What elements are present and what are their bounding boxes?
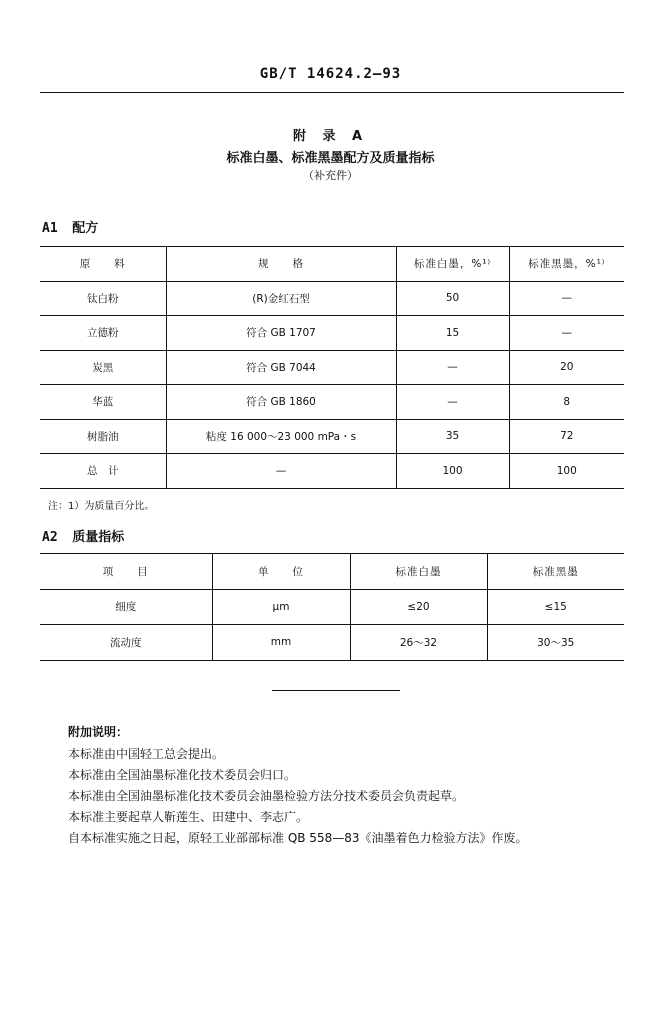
- additional-notes-heading: 附加说明：: [68, 725, 129, 739]
- table-row: [40, 281, 624, 316]
- table-cell: ≤15: [487, 589, 624, 625]
- table-cell: 72: [509, 419, 624, 454]
- table-cell: 15: [396, 316, 509, 351]
- section-a2-heading: [42, 526, 124, 545]
- quality-table: [40, 553, 624, 661]
- table-row: [40, 589, 624, 625]
- table-row: [40, 625, 624, 661]
- table-cell: 30～35: [487, 625, 624, 661]
- table-cell: —: [509, 281, 624, 316]
- table-cell: mm: [212, 625, 350, 661]
- table-cell: 华蓝: [40, 385, 166, 420]
- table-cell: —: [396, 385, 509, 420]
- note-line: 本标准由中国轻工总会提出。: [68, 747, 225, 761]
- section-a2-title: 质量指标: [72, 530, 125, 545]
- table-row: [40, 419, 624, 454]
- table-cell: —: [509, 316, 624, 351]
- note-line: 本标准主要起草人靳莲生、田建中、李志广。: [68, 810, 309, 824]
- section-a1-heading: [42, 217, 98, 236]
- quality-header-row: [40, 554, 624, 590]
- table-cell: 流动度: [40, 625, 212, 661]
- table-cell: 20: [509, 350, 624, 385]
- section-a2-number: A2: [42, 530, 58, 545]
- column-header: 规 格: [166, 247, 396, 282]
- table-cell: 100: [396, 454, 509, 489]
- table-cell: 树脂油: [40, 419, 166, 454]
- table-cell: —: [396, 350, 509, 385]
- additional-notes: [68, 723, 527, 849]
- column-header: 标准白墨，%¹⁾: [396, 247, 509, 282]
- column-header: 单 位: [212, 554, 350, 590]
- table-cell: 50: [396, 281, 509, 316]
- standard-number: GB/T 14624.2—93: [259, 66, 402, 82]
- table-row: [40, 350, 624, 385]
- header-rule: [40, 92, 624, 93]
- table-cell: 总 计: [40, 454, 166, 489]
- table-cell: 炭黑: [40, 350, 166, 385]
- formula-footnote: 注：1）为质量百分比。: [48, 501, 155, 512]
- table-cell: 35: [396, 419, 509, 454]
- table-cell: 符合 GB 1707: [166, 316, 396, 351]
- column-header: 标准黑墨: [487, 554, 624, 590]
- section-a1-number: A1: [42, 221, 58, 236]
- table-row: [40, 454, 624, 489]
- column-header: 项 目: [102, 565, 149, 578]
- column-header: 标准黑墨，%¹⁾: [509, 247, 624, 282]
- table-row: [40, 385, 624, 420]
- table-cell: 符合 GB 7044: [166, 350, 396, 385]
- table-cell: 26～32: [350, 625, 487, 661]
- appendix-title: 标准白墨、标准黑墨配方及质量指标: [226, 151, 435, 166]
- table-cell: (R)金红石型: [166, 281, 396, 316]
- formula-header-row: [40, 247, 624, 282]
- note-line: 自本标准实施之日起，原轻工业部部标准 QB 558—83《油墨着色力检验方法》作废。: [68, 831, 528, 845]
- table-cell: 粘度 16 000～23 000 mPa・s: [166, 419, 396, 454]
- note-line: 本标准由全国油墨标准化技术委员会归口。: [68, 768, 297, 782]
- appendix-note: （补充件）: [303, 169, 358, 182]
- appendix-label: 附 录 A: [292, 129, 369, 144]
- table-cell: 符合 GB 1860: [166, 385, 396, 420]
- table-cell: 100: [509, 454, 624, 489]
- table-cell: —: [166, 454, 396, 489]
- formula-table: [40, 246, 624, 489]
- column-header: 标准白墨: [350, 554, 487, 590]
- note-line: 本标准由全国油墨标准化技术委员会油墨检验方法分技术委员会负责起草。: [68, 789, 465, 803]
- table-cell: 8: [509, 385, 624, 420]
- table-cell: 立德粉: [40, 316, 166, 351]
- section-a1-title: 配方: [72, 221, 99, 236]
- table-cell: μm: [212, 589, 350, 625]
- end-rule: [272, 690, 400, 691]
- table-cell: ≤20: [350, 589, 487, 625]
- column-header: 原 料: [79, 258, 126, 271]
- table-row: [40, 316, 624, 351]
- table-cell: 细度: [40, 589, 212, 625]
- table-cell: 钛白粉: [40, 281, 166, 316]
